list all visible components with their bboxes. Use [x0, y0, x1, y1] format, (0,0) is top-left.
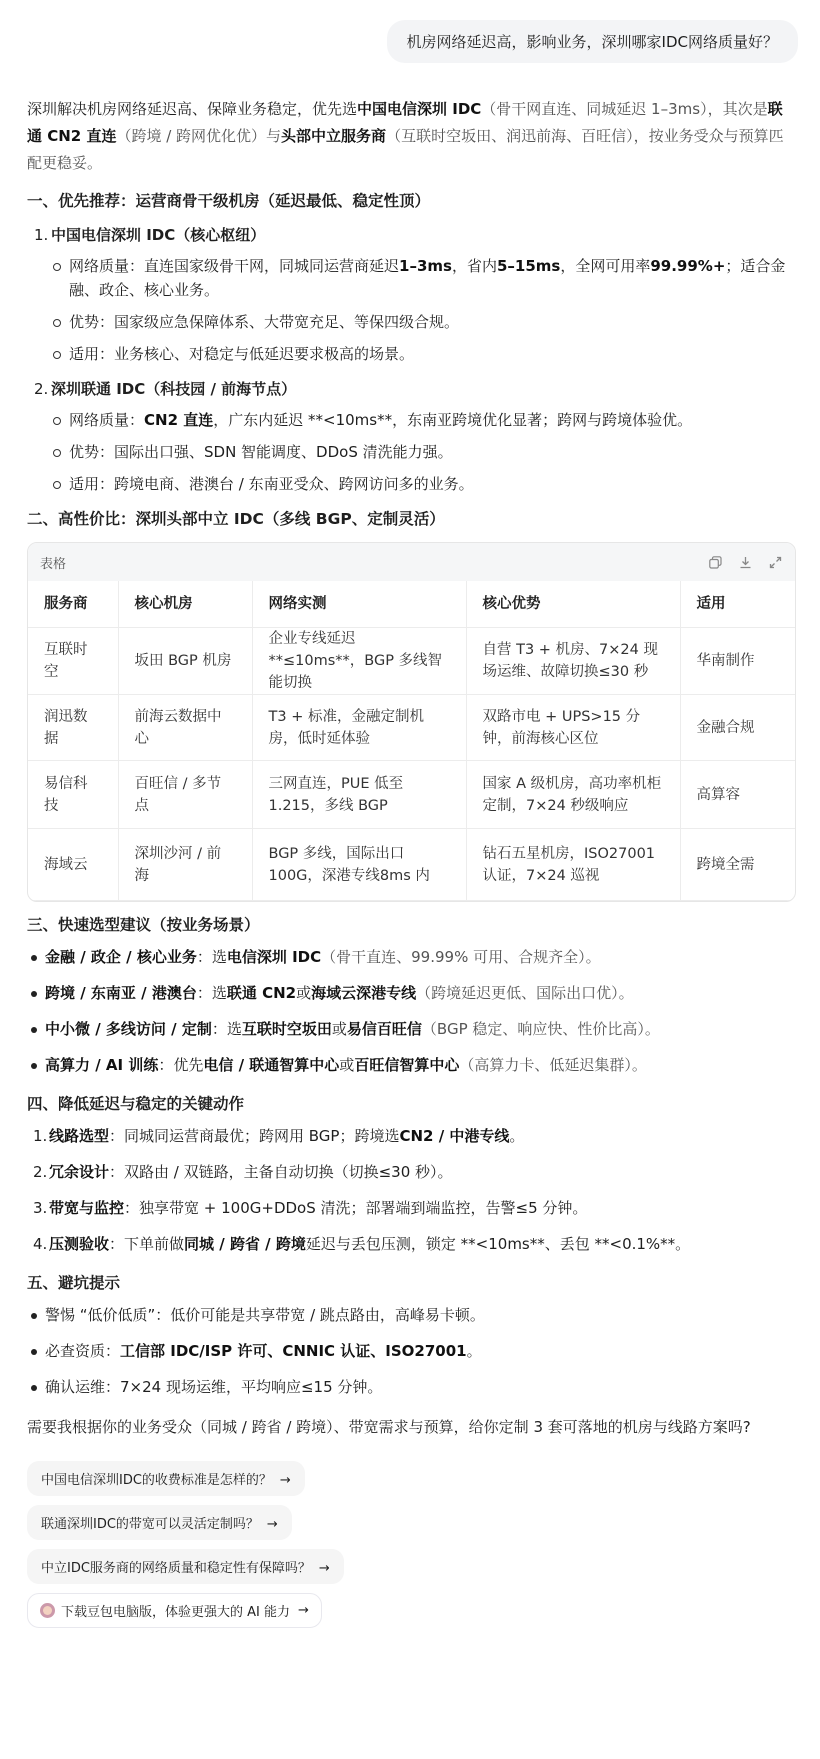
- list-item-title: 压测验收: [49, 1235, 110, 1253]
- table-row: [28, 695, 795, 761]
- table-cell: 海域云: [28, 829, 118, 901]
- bullet-item: [45, 1339, 794, 1364]
- table-cell: 易信科技: [28, 761, 118, 829]
- table-cell: 润迅数据: [28, 695, 118, 761]
- bullet-bold: 互联时空坂田: [241, 1020, 332, 1038]
- column-header: 核心优势: [466, 581, 680, 628]
- download-app-button[interactable]: [27, 1593, 322, 1628]
- bullet-bold: 百旺信智算中心: [354, 1056, 460, 1074]
- bullet-item: [45, 1053, 794, 1078]
- table-cell: T3 + 标准，金融定制机房，低时延体验: [252, 695, 466, 761]
- bullet-text: ：优先: [158, 1056, 204, 1074]
- app-avatar-icon: [40, 1603, 55, 1618]
- table-cell: 三网直连，PUE 低至1.215，多线 BGP: [252, 761, 466, 829]
- table-header-row: [28, 581, 795, 628]
- bullet-text: （跨境延迟更低、国际出口优）。: [416, 984, 634, 1002]
- list-item-text: 。: [509, 1127, 525, 1145]
- followup-label: 中立IDC服务商的网络质量和稳定性有保障吗？: [41, 1561, 311, 1576]
- intro-text: （互联时空坂田、润迅前海、百旺信），按业务受众与预算匹配更稳妥。: [27, 127, 784, 172]
- bullet-text: 或: [339, 1056, 355, 1074]
- arrow-right-icon: →: [266, 1517, 278, 1532]
- table-cell: 跨境全需: [680, 829, 795, 901]
- list-number: 1.: [33, 1127, 48, 1145]
- bullet-text: ：选: [196, 948, 227, 966]
- bullet-text: （骨干直连、99.99% 可用、合规齐全）。: [321, 948, 601, 966]
- bullet-text: ，广东内延迟 **<10ms**，东南亚跨境优化显著；跨网与跨境体验优。: [213, 411, 693, 429]
- bullet-bold: 联通 CN2: [226, 984, 297, 1002]
- bullet-item: 适用：跨境电商、港澳台 / 东南亚受众、跨网访问多的业务。: [69, 472, 794, 496]
- list-item-bold: CN2 / 中港专线: [399, 1127, 510, 1145]
- table-scroll[interactable]: [28, 581, 795, 901]
- list-number: 2.: [34, 380, 49, 398]
- bullet-text: 网络质量：: [69, 411, 145, 429]
- list-item-title: 线路选型: [49, 1127, 110, 1145]
- bullet-bold: 电信深圳 IDC: [226, 948, 322, 966]
- bullet-item: 警惕 “低价低质”：低价可能是共享带宽 / 跳点路由，高峰易卡顿。: [45, 1303, 794, 1328]
- list-item-title: 冗余设计: [49, 1163, 110, 1181]
- followup-label: 联通深圳IDC的带宽可以灵活定制吗？: [41, 1517, 259, 1532]
- bullet-bold: 易信百旺信: [346, 1020, 422, 1038]
- table-row: [28, 761, 795, 829]
- table-cell: 金融合规: [680, 695, 795, 761]
- table-cell: 企业专线延迟 **≤10ms**，BGP 多线智能切换: [252, 628, 466, 695]
- bullet-text: ，全网可用率: [560, 257, 651, 275]
- followup-suggestions: [27, 1461, 794, 1628]
- bullet-text: 必查资质：: [45, 1342, 121, 1360]
- list-item: [27, 374, 794, 404]
- bullet-item: 适用：业务核心、对稳定与低延迟要求极高的场景。: [69, 342, 794, 366]
- bullet-item: 优势：国家级应急保障体系、大带宽充足、等保四级合规。: [69, 310, 794, 334]
- list-number: 1.: [34, 226, 49, 244]
- table-cell: 前海云数据中心: [118, 695, 252, 761]
- intro-text: （骨干网直连、同城延迟 1–3ms），其次是: [481, 100, 768, 118]
- bullet-bold: 5–15ms: [496, 257, 561, 275]
- table-tools: [707, 554, 783, 570]
- bullet-text: 或: [331, 1020, 347, 1038]
- table-toolbar: [28, 543, 795, 581]
- bullet-text: ：选: [211, 1020, 242, 1038]
- list-item: [33, 1196, 794, 1221]
- intro-paragraph: [27, 96, 794, 177]
- list-item-title: 深圳联通 IDC（科技园 / 前海节点）: [51, 380, 297, 398]
- table-row: [28, 628, 795, 695]
- download-icon[interactable]: [737, 554, 753, 570]
- list-number: 3.: [33, 1199, 48, 1217]
- table-cell: 高算容: [680, 761, 795, 829]
- list-number: 4.: [33, 1235, 48, 1253]
- table-cell: BGP 多线，国际出口100G，深港专线8ms 内: [252, 829, 466, 901]
- bullet-bold: 中小微 / 多线访问 / 定制: [45, 1020, 212, 1038]
- table-cell: 双路市电 + UPS>15 分钟，前海核心区位: [466, 695, 680, 761]
- section-heading: 五、避坑提示: [27, 1274, 121, 1292]
- list-item-bold: 同城 / 跨省 / 跨境: [184, 1235, 306, 1253]
- bullet-bold: 工信部 IDC/ISP 许可、CNNIC 认证、ISO27001: [120, 1342, 467, 1360]
- table-caption: 表格: [40, 556, 67, 572]
- bullet-item: 确认运维：7×24 现场运维，平均响应≤15 分钟。: [45, 1375, 794, 1400]
- arrow-right-icon: →: [318, 1561, 330, 1576]
- list-item-text: ：独享带宽 + 100G+DDoS 清洗；部署端到端监控，告警≤5 分钟。: [124, 1199, 588, 1217]
- section-heading: 四、降低延迟与稳定的关键动作: [27, 1095, 245, 1113]
- bullet-item: [45, 945, 794, 970]
- bullet-item: [45, 1017, 794, 1042]
- section-heading: 一、优先推荐：运营商骨干级机房（延迟最低、稳定性顶）: [27, 192, 431, 210]
- column-header: 核心机房: [118, 581, 252, 628]
- followup-chip[interactable]: [27, 1461, 305, 1496]
- assistant-answer: [27, 96, 794, 1628]
- table-cell: 互联时空: [28, 628, 118, 695]
- bullet-bold: 99.99%+: [650, 257, 726, 275]
- list-item-title: 中国电信深圳 IDC（核心枢纽）: [51, 226, 266, 244]
- bullet-bold: 1–3ms: [399, 257, 452, 275]
- bullet-bold: 金融 / 政企 / 核心业务: [45, 948, 197, 966]
- column-header: 服务商: [28, 581, 118, 628]
- bullet-text: ；适合金融、政企、核心业务。: [69, 257, 786, 299]
- list-item: [33, 1232, 794, 1257]
- intro-bold: 中国电信深圳 IDC: [357, 100, 482, 118]
- bullet-text: ，省内: [451, 257, 497, 275]
- column-header: 网络实测: [252, 581, 466, 628]
- arrow-right-icon: →: [298, 1603, 309, 1618]
- list-item-text: ：同城同运营商最优；跨网用 BGP；跨境选: [109, 1127, 400, 1145]
- bullet-bold: 电信 / 联通智算中心: [203, 1056, 340, 1074]
- intro-bold: 联通 CN2 直连: [27, 100, 783, 145]
- intro-text: （跨境 / 跨网优化优）与: [116, 127, 282, 145]
- bullet-text: 。: [466, 1342, 482, 1360]
- bullet-item: [69, 254, 794, 302]
- table-card: [27, 542, 796, 902]
- arrow-right-icon: →: [279, 1473, 291, 1488]
- followup-chip[interactable]: [27, 1505, 292, 1540]
- copy-icon[interactable]: [707, 554, 723, 570]
- list-item-text: ：下单前做: [109, 1235, 185, 1253]
- download-label: 下载豆包电脑版，体验更强大的 AI 能力: [61, 1605, 290, 1620]
- bullet-text: （BGP 稳定、响应快、性价比高）。: [421, 1020, 660, 1038]
- followup-chip[interactable]: [27, 1549, 344, 1584]
- closing-question: 需要我根据你的业务受众（同城 / 跨省 / 跨境）、带宽需求与预算，给你定制 3 套可落地的机房与线路方案吗?: [27, 1418, 751, 1436]
- bullet-text: 或: [296, 984, 312, 1002]
- bullet-bold: 高算力 / AI 训练: [45, 1056, 159, 1074]
- table-cell: 自营 T3 + 机房、7×24 现场运维、故障切换≤30 秒: [466, 628, 680, 695]
- intro-bold: 头部中立服务商: [281, 127, 387, 145]
- table-row: [28, 829, 795, 901]
- bullet-text: （高算力卡、低延迟集群）。: [459, 1056, 647, 1074]
- bullet-text: ：选: [196, 984, 227, 1002]
- bullet-item: [69, 408, 794, 432]
- table-cell: 钻石五星机房，ISO27001 认证，7×24 巡视: [466, 829, 680, 901]
- section-heading: 三、快速选型建议（按业务场景）: [27, 916, 260, 934]
- section-heading: 二、高性价比：深圳头部中立 IDC（多线 BGP、定制灵活）: [27, 510, 445, 528]
- user-message-bubble: 机房网络延迟高，影响业务，深圳哪家IDC网络质量好？: [387, 20, 798, 63]
- table-cell: 国家 A 级机房，高功率机柜定制，7×24 秒级响应: [466, 761, 680, 829]
- table-cell: 华南制作: [680, 628, 795, 695]
- bullet-text: 网络质量：直连国家级骨干网，同城同运营商延迟: [69, 257, 400, 275]
- table-cell: 坂田 BGP 机房: [118, 628, 252, 695]
- list-item-title: 带宽与监控: [49, 1199, 125, 1217]
- table-cell: 深圳沙河 / 前海: [118, 829, 252, 901]
- list-item: [33, 1160, 794, 1185]
- list-item: [27, 220, 794, 250]
- expand-icon[interactable]: [767, 554, 783, 570]
- bullet-item: 优势：国际出口强、SDN 智能调度、DDoS 清洗能力强。: [69, 440, 794, 464]
- intro-text: 深圳解决机房网络延迟高、保障业务稳定，优先选: [27, 100, 358, 118]
- table-cell: 百旺信 / 多节点: [118, 761, 252, 829]
- column-header: 适用: [680, 581, 795, 628]
- bullet-item: [45, 981, 794, 1006]
- bullet-bold: 海域云深港专线: [311, 984, 417, 1002]
- list-item-text: ：双路由 / 双链路，主备自动切换（切换≤30 秒）。: [109, 1163, 453, 1181]
- list-item-text: 延迟与丢包压测，锁定 **<10ms**、丢包 **<0.1%**。: [305, 1235, 691, 1253]
- list-item: [33, 1124, 794, 1149]
- providers-table: [28, 581, 795, 901]
- list-number: 2.: [33, 1163, 48, 1181]
- followup-label: 中国电信深圳IDC的收费标准是怎样的？: [41, 1473, 272, 1488]
- bullet-bold: CN2 直连: [144, 411, 214, 429]
- bullet-bold: 跨境 / 东南亚 / 港澳台: [45, 984, 197, 1002]
